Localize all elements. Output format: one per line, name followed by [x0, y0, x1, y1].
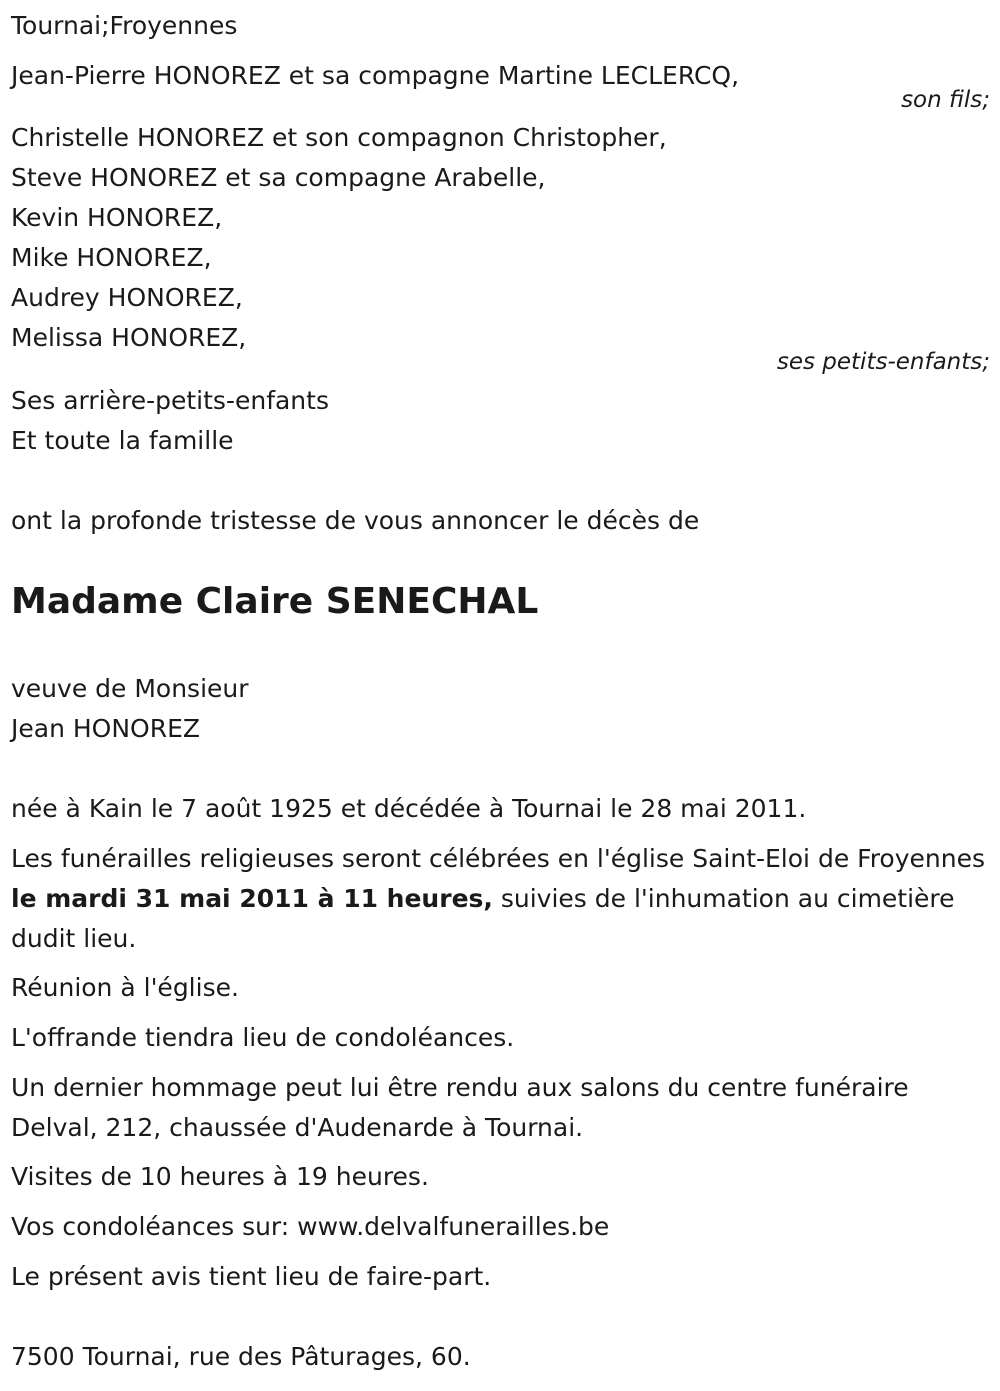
address-text: 7500 Tournai, rue des Pâturages, 60.	[11, 1342, 471, 1371]
widow-line: Jean HONOREZ	[11, 714, 201, 743]
son-role-label: son fils;	[901, 87, 990, 113]
widow-line: veuve de Monsieur	[11, 674, 249, 703]
grandchild-line: Christelle HONOREZ et son compagnon Christopher,	[11, 123, 667, 152]
condolences-text: Vos condoléances sur: www.delvalfunerailles.be	[11, 1212, 610, 1241]
announcement-text: ont la profonde tristesse de vous annoncer le décès de	[11, 506, 700, 535]
location-header: Tournai;Froyennes	[11, 11, 238, 40]
funeral-text: Les funérailles religieuses seront célébrées en l'église Saint-Eloi de Froyennes	[11, 844, 985, 873]
tribute-paragraph: Un dernier hommage peut lui être rendu aux salons du centre funéraire Delval, 212, chaussée d'Audenarde à Tournai.	[11, 1073, 909, 1142]
offering-text: L'offrande tiendra lieu de condoléances.	[11, 1023, 515, 1052]
grandchild-line: Mike HONOREZ,	[11, 243, 212, 272]
notice-text: Le présent avis tient lieu de faire-part.	[11, 1262, 492, 1291]
meeting-text: Réunion à l'église.	[11, 973, 239, 1002]
funeral-date: le mardi 31 mai 2011 à 11 heures,	[11, 884, 493, 913]
funeral-text: suivies de l'inhumation au cimetière dudit lieu.	[11, 884, 955, 953]
birth-death-text: née à Kain le 7 août 1925 et décédée à Tournai le 28 mai 2011.	[11, 794, 807, 823]
grandchild-line: Steve HONOREZ et sa compagne Arabelle,	[11, 163, 546, 192]
family-line: Et toute la famille	[11, 426, 234, 455]
grandchild-line: Audrey HONOREZ,	[11, 283, 243, 312]
funeral-paragraph	[11, 839, 986, 959]
family-line: Ses arrière-petits-enfants	[11, 386, 329, 415]
grandchild-line: Kevin HONOREZ,	[11, 203, 223, 232]
visits-text: Visites de 10 heures à 19 heures.	[11, 1162, 429, 1191]
grandchild-line: Melissa HONOREZ,	[11, 323, 247, 352]
son-line: Jean-Pierre HONOREZ et sa compagne Martine LECLERCQ,	[11, 61, 740, 90]
deceased-name: Madame Claire SENECHAL	[11, 581, 539, 622]
grandchildren-role-label: ses petits-enfants;	[776, 349, 990, 375]
